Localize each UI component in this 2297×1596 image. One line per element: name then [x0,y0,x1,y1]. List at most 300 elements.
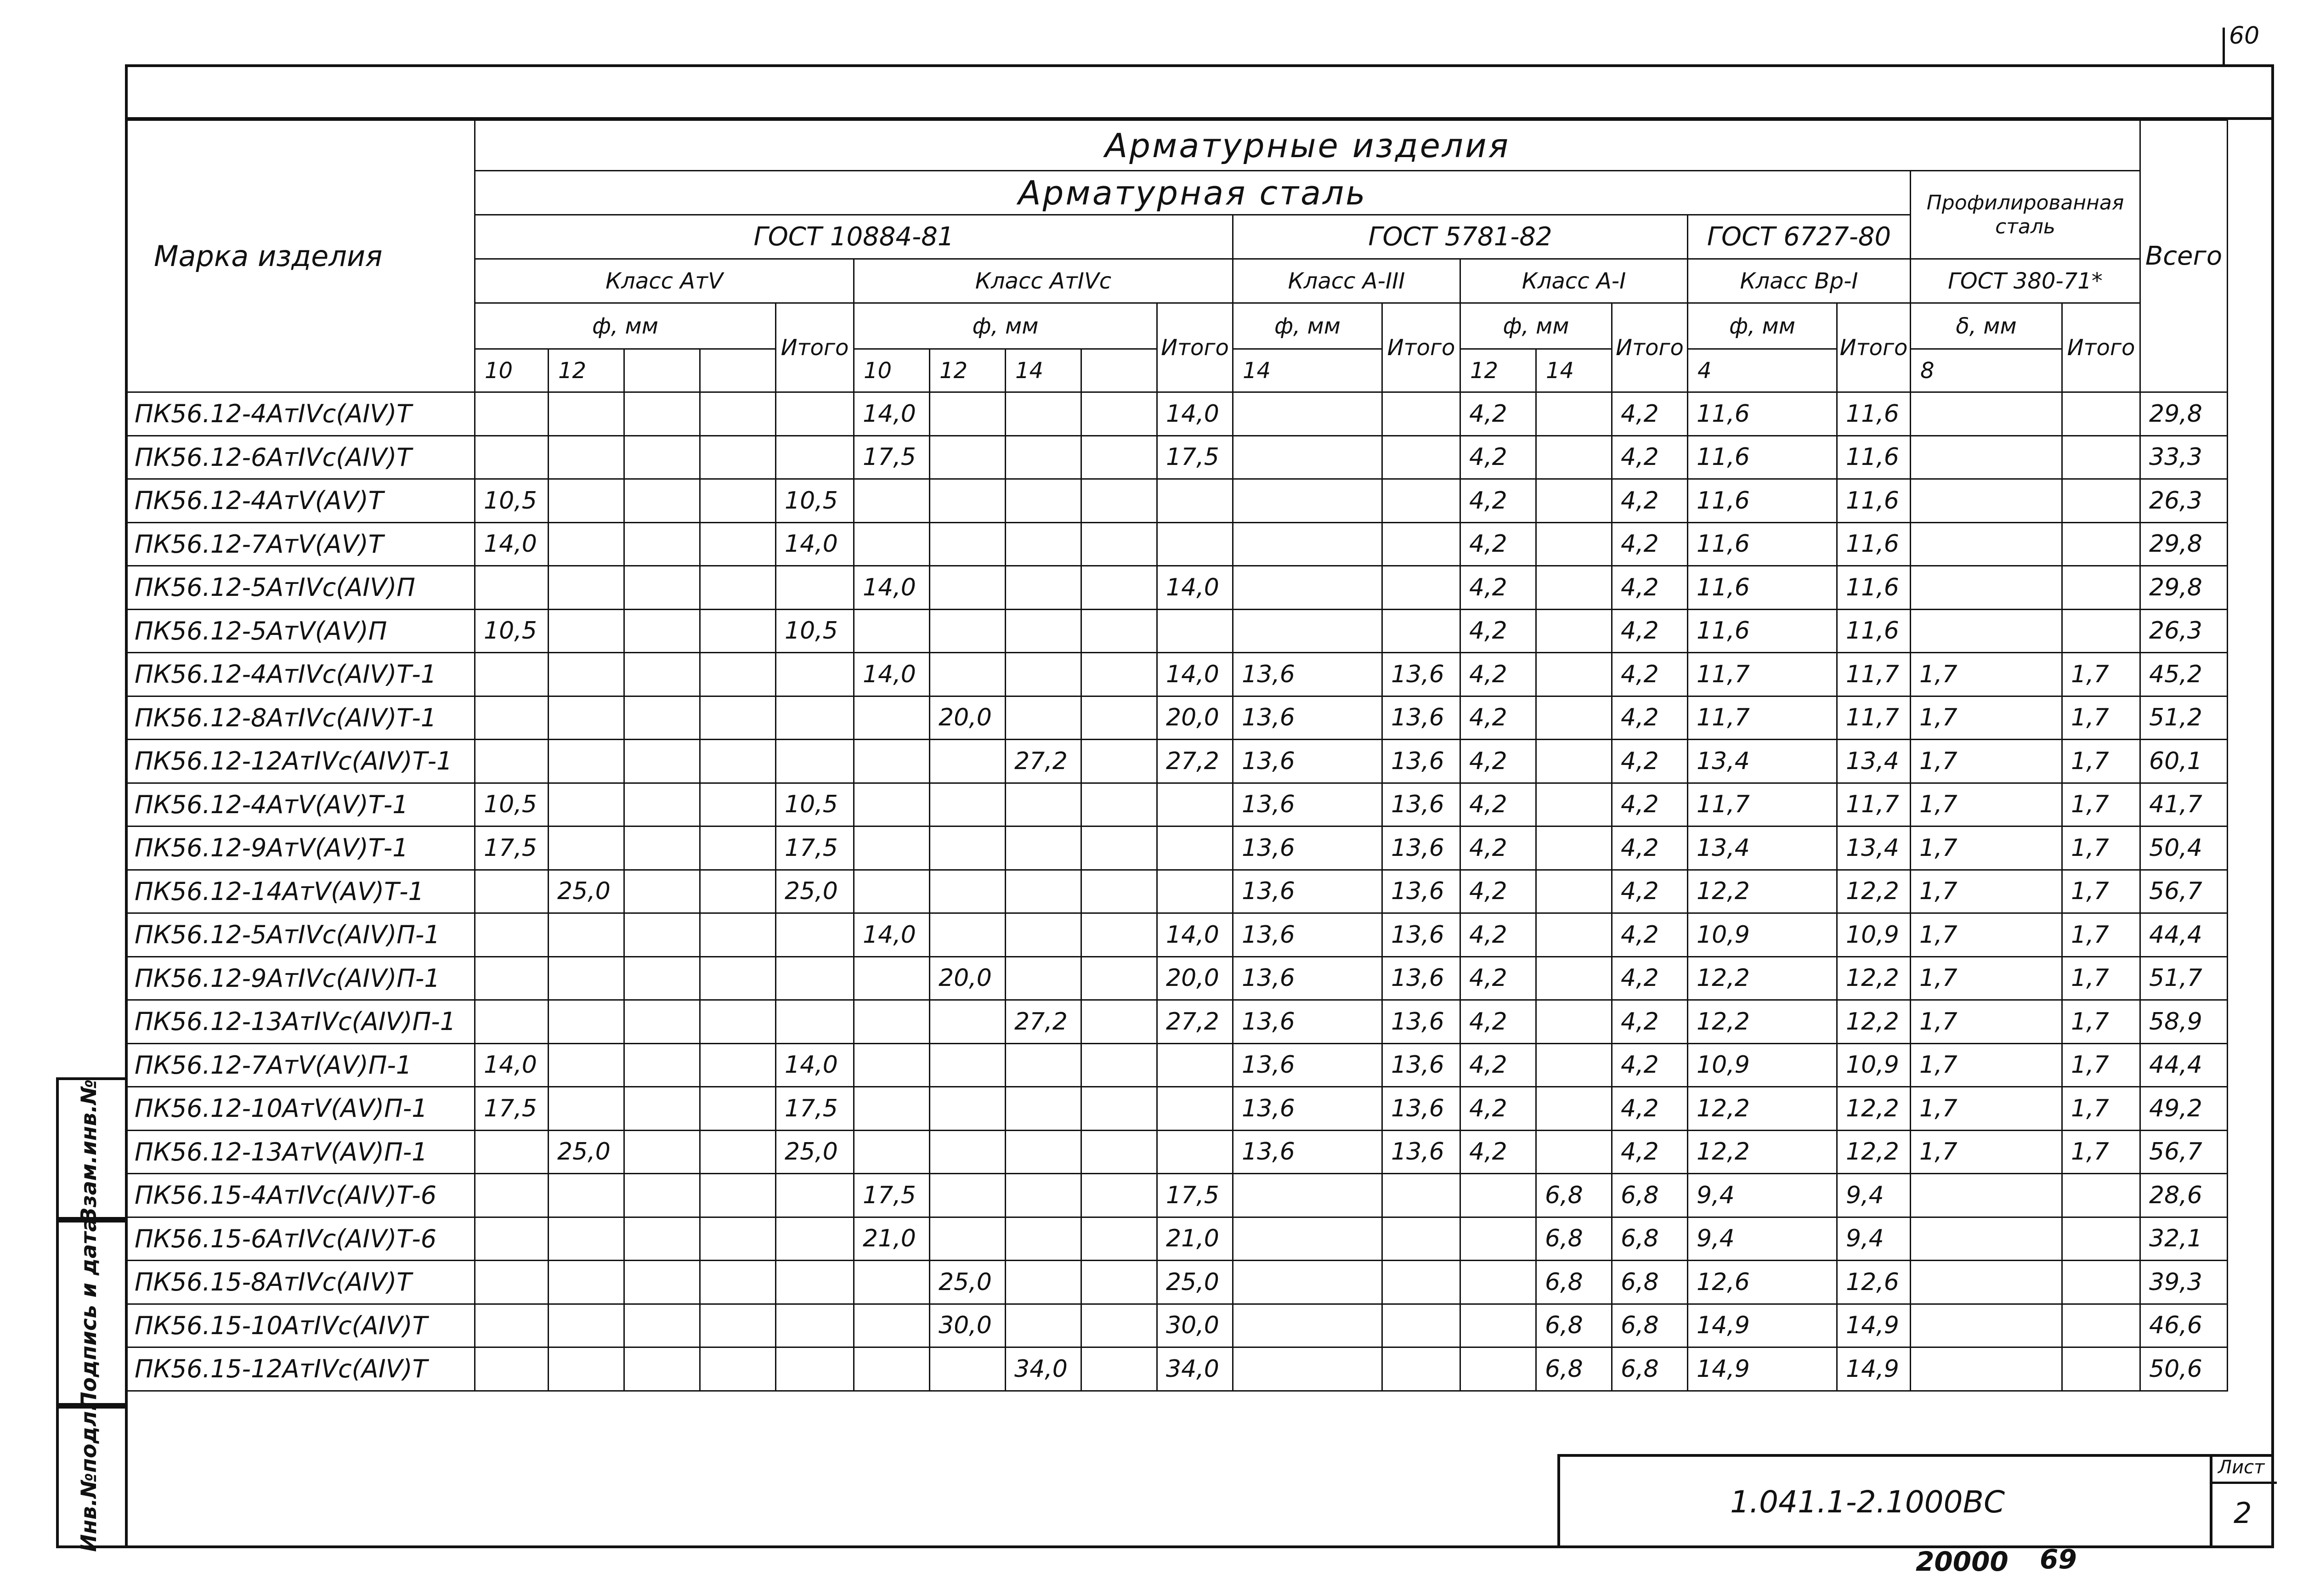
dia-value [700,349,776,392]
header-dia: ф, мм [1233,303,1382,349]
table-cell: 1,7 [2062,653,2140,696]
table-cell: 1,7 [2062,826,2140,870]
table-row [126,1087,2228,1131]
table-cell [1536,1043,1612,1087]
table-cell: 41,7 [2140,783,2228,826]
table-cell: 1,7 [2062,783,2140,826]
table-cell: 4,2 [1460,740,1536,783]
table-row [126,826,2228,870]
product-mark: ПК56.12-13АтIVс(АIV)П-1 [126,1000,475,1044]
table-cell: 10,5 [776,479,854,523]
title-stamp [1557,1454,2274,1548]
table-cell: 4,2 [1612,696,1688,740]
table-cell: 13,6 [1233,826,1382,870]
table-cell [930,1347,1006,1391]
table-cell: 21,0 [854,1217,930,1261]
table-cell: 12,2 [1837,1000,1911,1044]
table-cell: 20,0 [930,956,1006,1000]
table-cell [1081,1304,1157,1347]
table-cell [475,1174,549,1217]
table-cell [930,870,1006,913]
table-cell: 1,7 [1911,870,2062,913]
table-cell [1157,826,1233,870]
table-cell: 1,7 [1911,956,2062,1000]
table-cell [930,740,1006,783]
table-cell [1382,566,1460,610]
table-cell: 11,7 [1688,696,1837,740]
table-cell [1911,1261,2062,1304]
table-cell [1157,1087,1233,1131]
product-mark: ПК56.12-4АтV(АV)Т-1 [126,783,475,826]
table-cell [475,740,549,783]
table-cell: 14,0 [475,1043,549,1087]
table-cell [700,1087,776,1131]
table-cell [930,436,1006,479]
table-cell [624,696,700,740]
table-cell: 20,0 [1157,696,1233,740]
table-cell: 6,8 [1612,1304,1688,1347]
header-class-ativc: Класс АтIVс [854,259,1233,303]
table-cell: 14,0 [1157,392,1233,436]
table-cell [700,783,776,826]
table-cell [1006,1043,1081,1087]
header-gost-6727: ГОСТ 6727-80 [1688,215,1911,259]
rebar-spec-table [125,119,2228,1392]
table-cell [930,1000,1006,1044]
table-cell: 9,4 [1688,1217,1837,1261]
table-cell: 1,7 [2062,740,2140,783]
table-cell [1006,1130,1081,1174]
table-cell: 6,8 [1612,1261,1688,1304]
table-cell: 25,0 [776,870,854,913]
table-cell [1911,1304,2062,1347]
col-header-mark: Марка изделия [126,120,475,392]
table-cell: 4,2 [1460,653,1536,696]
table-cell [930,479,1006,523]
table-cell: 12,6 [1837,1261,1911,1304]
table-cell [1460,1261,1536,1304]
table-cell: 13,4 [1837,740,1911,783]
table-cell: 20,0 [1157,956,1233,1000]
table-cell [475,913,549,957]
table-cell [624,1217,700,1261]
table-cell: 12,6 [1688,1261,1837,1304]
table-cell: 4,2 [1460,870,1536,913]
table-cell: 4,2 [1612,566,1688,610]
table-cell: 4,2 [1460,696,1536,740]
table-cell [930,1043,1006,1087]
table-cell: 12,2 [1837,1087,1911,1131]
table-cell [549,1000,624,1044]
table-cell: 25,0 [549,1130,624,1174]
table-cell [1536,1000,1612,1044]
table-cell [1081,956,1157,1000]
table-cell [1233,1347,1382,1391]
table-cell: 1,7 [1911,653,2062,696]
table-cell [854,870,930,913]
table-cell: 13,6 [1382,1000,1460,1044]
table-cell [854,1043,930,1087]
table-cell [2062,436,2140,479]
dia-value [624,349,700,392]
side-label-inv-replace: Взам.инв.№ [76,1079,101,1223]
table-cell [624,870,700,913]
table-cell: 12,2 [1688,1000,1837,1044]
product-mark: ПК56.15-12АтIVс(АIV)Т [126,1347,475,1391]
table-cell: 4,2 [1460,479,1536,523]
table-cell [549,609,624,653]
table-row [126,956,2228,1000]
table-cell [1460,1304,1536,1347]
table-cell: 4,2 [1612,522,1688,566]
table-cell: 13,6 [1382,1130,1460,1174]
table-row [126,1261,2228,1304]
table-cell [1081,392,1157,436]
header-class-aiii: Класс А-III [1233,259,1460,303]
table-cell: 13,4 [1688,826,1837,870]
table-cell [2062,1217,2140,1261]
header-itogo: Итого [1837,303,1911,392]
table-cell: 13,6 [1233,956,1382,1000]
table-cell [1233,1174,1382,1217]
table-cell: 4,2 [1460,1130,1536,1174]
table-cell: 6,8 [1612,1347,1688,1391]
table-cell [1081,1130,1157,1174]
table-cell [1157,609,1233,653]
table-cell [700,1000,776,1044]
table-cell: 17,5 [776,826,854,870]
table-cell: 14,0 [854,566,930,610]
table-cell [549,783,624,826]
table-cell [700,609,776,653]
header-itogo: Итого [1382,303,1460,392]
table-cell [854,522,930,566]
table-cell: 14,9 [1837,1347,1911,1391]
table-cell [776,913,854,957]
table-cell [1911,436,2062,479]
dia-value: 14 [1536,349,1612,392]
table-cell [1081,826,1157,870]
table-row [126,1347,2228,1391]
table-cell [475,1130,549,1174]
table-cell [700,1304,776,1347]
table-cell [1006,783,1081,826]
table-cell [1006,1174,1081,1217]
table-cell: 14,0 [854,653,930,696]
table-cell [1157,870,1233,913]
table-cell [1157,783,1233,826]
table-cell [1536,392,1612,436]
table-cell: 13,6 [1233,783,1382,826]
table-cell [624,1087,700,1131]
table-cell: 11,7 [1837,696,1911,740]
table-cell: 11,7 [1688,783,1837,826]
table-cell: 14,9 [1688,1347,1837,1391]
table-cell [2062,392,2140,436]
table-cell [700,826,776,870]
table-cell [1233,479,1382,523]
product-mark: ПК56.12-6АтIVс(АIV)Т [126,436,475,479]
table-cell: 11,6 [1837,479,1911,523]
table-cell: 11,6 [1688,479,1837,523]
table-cell [1157,1130,1233,1174]
table-cell [624,609,700,653]
header-class-vpi: Класс Вр-I [1688,259,1911,303]
table-cell [700,1130,776,1174]
table-cell [549,1087,624,1131]
table-cell: 1,7 [2062,870,2140,913]
table-cell: 9,4 [1837,1217,1911,1261]
footer-number-2: 69 [2040,1544,2077,1575]
table-cell: 13,6 [1233,1087,1382,1131]
table-cell: 14,9 [1688,1304,1837,1347]
table-cell [1911,479,2062,523]
table-cell [1233,609,1382,653]
table-cell [2062,1261,2140,1304]
table-cell: 6,8 [1536,1217,1612,1261]
table-cell [475,1261,549,1304]
table-cell [1382,1261,1460,1304]
table-cell [930,1130,1006,1174]
table-cell [2062,609,2140,653]
header-profile-steel: Профилированная сталь [1911,171,2140,259]
table-cell [475,1347,549,1391]
table-cell [549,1261,624,1304]
table-cell: 25,0 [549,870,624,913]
table-cell: 33,3 [2140,436,2228,479]
table-cell: 27,2 [1006,1000,1081,1044]
table-row [126,609,2228,653]
table-row [126,1130,2228,1174]
table-cell: 1,7 [1911,1087,2062,1131]
table-cell [700,392,776,436]
table-cell [700,913,776,957]
table-cell: 13,6 [1233,740,1382,783]
table-cell: 14,0 [1157,913,1233,957]
header-class-ai: Класс А-I [1460,259,1688,303]
table-cell: 6,8 [1612,1174,1688,1217]
table-cell [624,740,700,783]
table-cell: 4,2 [1460,1000,1536,1044]
table-cell [1233,1261,1382,1304]
table-cell [700,1043,776,1087]
table-row [126,870,2228,913]
dia-value: 12 [1460,349,1536,392]
table-cell [1157,522,1233,566]
table-cell: 13,6 [1382,653,1460,696]
table-cell [700,740,776,783]
table-cell [549,436,624,479]
table-cell [1911,522,2062,566]
table-cell [624,1043,700,1087]
product-mark: ПК56.12-8АтIVс(АIV)Т-1 [126,696,475,740]
table-cell [700,479,776,523]
table-cell [2062,479,2140,523]
table-cell [700,436,776,479]
table-cell [1382,1304,1460,1347]
table-row [126,1043,2228,1087]
table-cell [549,696,624,740]
table-cell: 17,5 [854,436,930,479]
table-cell: 12,2 [1688,870,1837,913]
table-cell [1911,609,2062,653]
table-cell [930,392,1006,436]
table-cell [1536,956,1612,1000]
table-cell: 11,6 [1688,609,1837,653]
product-mark: ПК56.12-7АтV(АV)П-1 [126,1043,475,1087]
table-cell [1382,436,1460,479]
table-cell: 13,6 [1382,783,1460,826]
table-cell: 1,7 [1911,826,2062,870]
table-cell: 1,7 [1911,1130,2062,1174]
table-cell: 1,7 [1911,1000,2062,1044]
table-cell [1536,1130,1612,1174]
table-cell: 11,6 [1837,609,1911,653]
table-cell: 14,0 [854,392,930,436]
product-mark: ПК56.15-4АтIVс(АIV)Т-6 [126,1174,475,1217]
table-cell: 4,2 [1612,392,1688,436]
table-cell [854,826,930,870]
header-delta: δ, мм [1911,303,2062,349]
table-cell: 13,6 [1382,913,1460,957]
table-cell [854,1261,930,1304]
table-cell: 26,3 [2140,479,2228,523]
dia-value: 12 [549,349,624,392]
table-cell [1536,522,1612,566]
table-cell [1536,609,1612,653]
table-row [126,436,2228,479]
table-cell: 13,6 [1382,740,1460,783]
table-cell [549,1347,624,1391]
table-cell: 6,8 [1536,1347,1612,1391]
table-cell [776,1304,854,1347]
table-cell [700,1347,776,1391]
table-cell: 10,5 [475,479,549,523]
table-cell [1081,1217,1157,1261]
table-cell [1536,783,1612,826]
table-cell: 20,0 [930,696,1006,740]
table-cell: 4,2 [1612,1087,1688,1131]
table-cell: 11,7 [1837,783,1911,826]
table-cell: 1,7 [1911,783,2062,826]
table-cell [624,1347,700,1391]
table-cell [475,870,549,913]
table-cell [700,1217,776,1261]
product-mark: ПК56.12-10АтV(АV)П-1 [126,1087,475,1131]
table-cell [854,479,930,523]
table-cell [1157,1043,1233,1087]
table-cell: 10,9 [1688,1043,1837,1087]
table-cell [624,956,700,1000]
table-cell [475,1217,549,1261]
table-cell: 1,7 [2062,696,2140,740]
table-cell: 27,2 [1157,1000,1233,1044]
table-row [126,783,2228,826]
table-cell: 12,2 [1837,870,1911,913]
table-cell [624,826,700,870]
dia-value: 12 [930,349,1006,392]
table-cell [930,653,1006,696]
table-cell [1081,609,1157,653]
table-cell: 4,2 [1460,436,1536,479]
header-dia: ф, мм [854,303,1157,349]
table-cell [624,1000,700,1044]
table-cell: 13,6 [1233,913,1382,957]
table-cell [854,1087,930,1131]
table-cell [776,1000,854,1044]
table-cell [1382,479,1460,523]
table-cell [1081,1087,1157,1131]
table-cell [930,1174,1006,1217]
table-cell: 17,5 [854,1174,930,1217]
table-cell [1081,783,1157,826]
table-cell: 4,2 [1460,783,1536,826]
table-cell [700,696,776,740]
side-label-signature: Подпись и дата [76,1217,101,1409]
header-dia: ф, мм [1688,303,1837,349]
table-cell [1006,609,1081,653]
table-cell [854,956,930,1000]
table-cell: 25,0 [1157,1261,1233,1304]
table-cell: 14,9 [1837,1304,1911,1347]
table-cell [1081,436,1157,479]
table-cell [1911,392,2062,436]
table-cell: 29,8 [2140,566,2228,610]
table-cell [624,392,700,436]
table-cell [930,522,1006,566]
table-cell: 13,6 [1382,956,1460,1000]
table-cell: 13,6 [1382,826,1460,870]
table-cell: 11,6 [1688,436,1837,479]
table-cell [624,1304,700,1347]
product-mark: ПК56.15-10АтIVс(АIV)Т [126,1304,475,1347]
table-cell: 1,7 [2062,913,2140,957]
table-cell: 28,6 [2140,1174,2228,1217]
table-cell: 30,0 [1157,1304,1233,1347]
dia-value: 14 [1233,349,1382,392]
table-cell [1233,392,1382,436]
table-cell [776,696,854,740]
table-cell [700,522,776,566]
table-cell [854,1304,930,1347]
product-mark: ПК56.12-13АтV(АV)П-1 [126,1130,475,1174]
table-cell [1006,826,1081,870]
header-products: Арматурные изделия [475,120,2140,171]
table-row [126,1304,2228,1347]
table-cell: 4,2 [1460,566,1536,610]
table-cell: 11,7 [1688,653,1837,696]
table-cell [1006,392,1081,436]
table-cell: 60,1 [2140,740,2228,783]
table-cell [1081,566,1157,610]
table-cell [1157,479,1233,523]
dia-value: 8 [1911,349,2062,392]
table-cell: 1,7 [2062,1087,2140,1131]
table-cell: 10,5 [776,783,854,826]
table-cell [624,1130,700,1174]
table-cell: 13,6 [1382,870,1460,913]
table-cell: 13,6 [1233,696,1382,740]
table-cell: 13,6 [1233,1000,1382,1044]
table-cell [1536,1087,1612,1131]
table-cell: 1,7 [2062,956,2140,1000]
table-cell: 13,4 [1688,740,1837,783]
table-cell [1006,653,1081,696]
table-cell [624,913,700,957]
table-cell [475,1000,549,1044]
header-itogo: Итого [1612,303,1688,392]
table-cell [776,566,854,610]
